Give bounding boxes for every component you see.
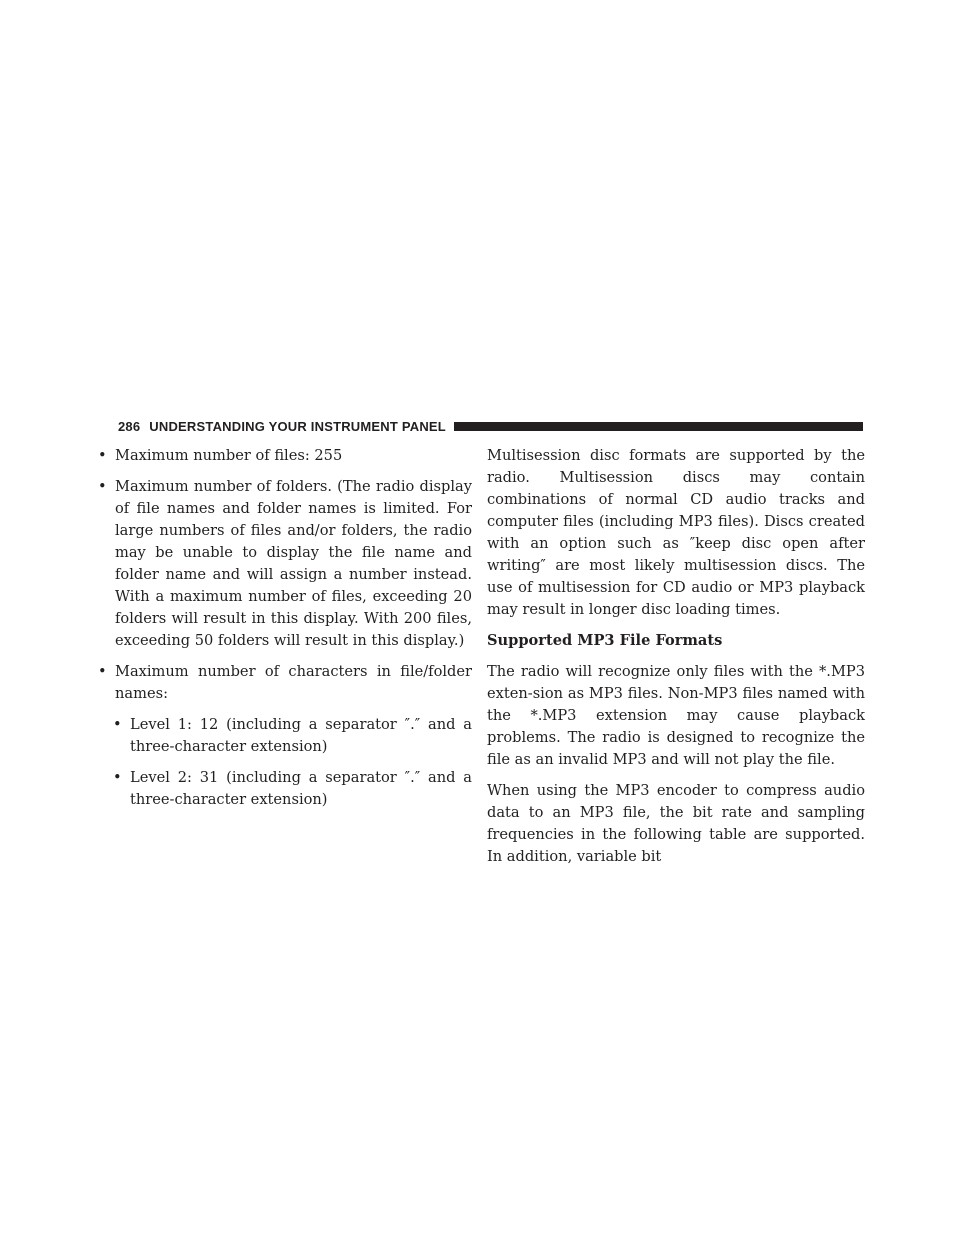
bullet-icon: • [113,716,122,733]
paragraph-mp3-recognition: The radio will recognize only files with the *.MP3 exten-sion as MP3 files. Non-MP3 files named with the *.MP3 extension may cause playback problems. The radio is designed to recognize the file as an invalid MP3 and will not play the file. [487,663,865,768]
header-rule [454,422,863,431]
bullet-max-files [98,445,472,467]
bullet-max-folders [98,476,472,652]
bullet-text: Level 1: 12 (including a separator ″.″ and a three-character extension) [130,716,472,755]
bullet-text: Level 2: 31 (including a separator ″.″ and a three-character extension) [130,769,472,808]
page-number: 286 [118,418,141,434]
bullet-max-characters [98,661,472,705]
paragraph-multisession: Multisession disc formats are supported by the radio. Multisession discs may contain combinations of normal CD audio tracks and computer files (including MP3 files). Discs created with an option such as ″keep disc open after writing″ are most likely multisession discs. The use of multisession for CD audio or MP3 playback may result in longer disc loading times. [487,447,865,618]
right-column [487,445,865,877]
bullet-icon: • [98,447,107,464]
bullet-text: Maximum number of characters in file/folder names: [115,663,472,702]
bullet-icon: • [98,478,107,495]
bullet-icon: • [98,663,107,680]
bullet-text: Maximum number of folders. (The radio display of file names and folder names is limited. For large numbers of files and/or folders, the radio may be unable to display the file name and folder name and will assign a number instead. With a maximum number of files, exceeding 20 folders will result in this display. With 200 files, exceeding 50 folders will result in this display.) [115,478,472,649]
page-header [118,418,863,434]
left-column [98,445,472,820]
paragraph-mp3-encoder: When using the MP3 encoder to compress audio data to an MP3 file, the bit rate and sampling frequencies in the following table are supported. In addition, variable bit [487,782,865,865]
bullet-icon: • [113,769,122,786]
bullet-text: Maximum number of files: 255 [115,447,343,464]
section-title: UNDERSTANDING YOUR INSTRUMENT PANEL [149,418,446,434]
sub-bullet-level-2 [113,767,472,811]
sub-bullet-level-1 [113,714,472,758]
subheading-supported-mp3-formats: Supported MP3 File Formats [487,632,723,649]
